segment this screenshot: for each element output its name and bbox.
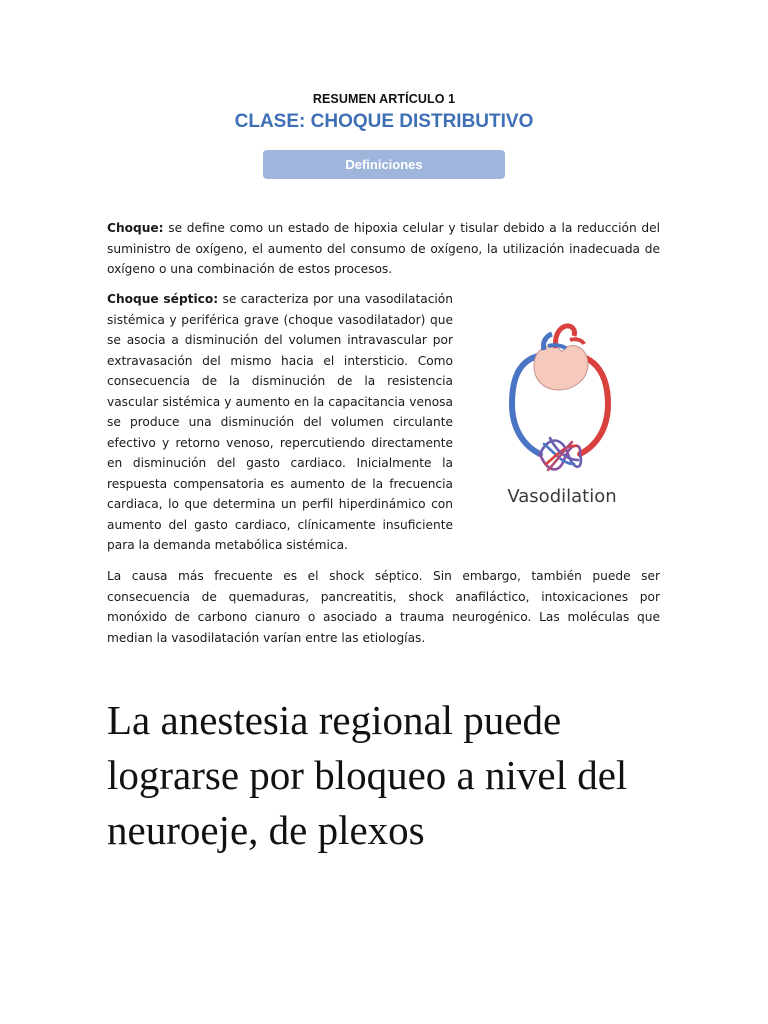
document-heading: RESUMEN ARTÍCULO 1 [312, 92, 456, 106]
figure-caption: Vasodilation [507, 486, 617, 507]
term-choque-septico: Choque séptico: [107, 292, 219, 306]
term-choque: Choque: [107, 221, 164, 235]
paragraph-choque [107, 218, 660, 280]
heart-circulation-illustration-icon [466, 304, 662, 518]
document-title: CLASE: CHOQUE DISTRIBUTIVO [234, 111, 534, 132]
paragraph-choque-septico [107, 289, 453, 556]
overlay-heading-text: La anestesia regional puede lograrse por bloqueo a nivel del neuroeje, de plexos [107, 697, 628, 853]
paragraph-causa [107, 566, 660, 648]
vasodilation-figure [466, 304, 662, 518]
section-header-label: Definiciones [345, 157, 423, 172]
paragraph-causa-text: La causa más frecuente es el shock séptico. Sin embargo, también puede ser consecuencia de quemaduras, pancreatitis, shock anafiláctico, intoxicaciones por monóxido de carbono cianuro o asociado a trauma neurogénico. Las moléculas que median la vasodilatación varían entre las etiologías. [107, 569, 660, 645]
definition-choque: se define como un estado de hipoxia celular y tisular debido a la reducción del suministro de oxígeno, el aumento del consumo de oxígeno, la utilización inadecuada de oxígeno o una combinación de estos procesos. [107, 221, 660, 276]
section-header-definiciones [263, 150, 505, 179]
definition-choque-septico: se caracteriza por una vasodilatación sistémica y periférica grave (choque vasodilatador) que se asocia a disminución del volumen intravascular por extravasación del mismo hacia el intersticio. Como consecuencia de la disminución de la resistencia vascular sistémica y aumento en la capacitancia venosa se produce una disminución del volumen circulante efectivo y retorno venoso, repercutiendo directamente en disminución del gasto cardiaco. Inicialmente la respuesta compensatoria es aumento de la frecuencia cardiaca, lo que determina un perfil hiperdinámico con aumento del gasto cardiaco, clínicamente insuficiente para la demanda metabólica sistémica. [107, 292, 453, 552]
